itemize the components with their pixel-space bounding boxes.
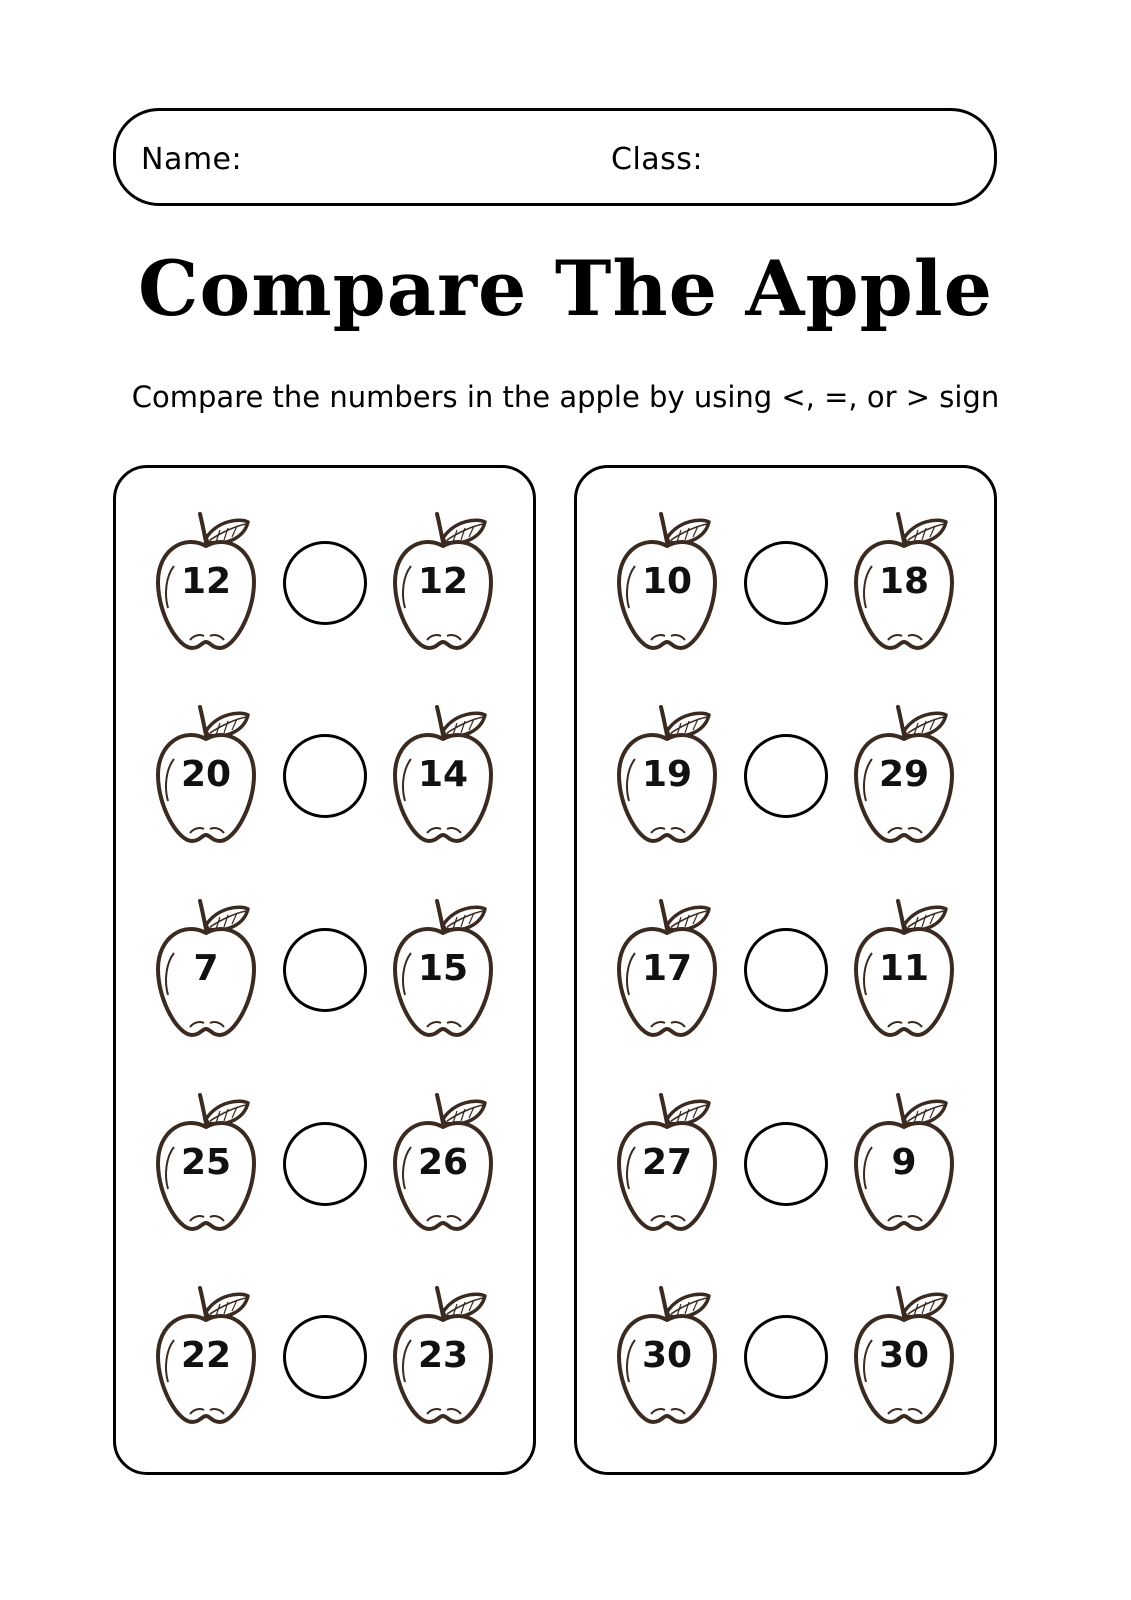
apple-number: 22 bbox=[180, 1335, 232, 1377]
apple-icon bbox=[842, 1282, 967, 1432]
apple-number: 12 bbox=[417, 560, 469, 602]
apple-icon bbox=[842, 895, 967, 1045]
apple-number: 14 bbox=[417, 754, 469, 796]
apple-number: 27 bbox=[641, 1141, 693, 1183]
answer-circle[interactable] bbox=[283, 1122, 367, 1206]
apple-number: 20 bbox=[180, 754, 232, 796]
apple-icon bbox=[605, 1282, 730, 1432]
apple-icon bbox=[605, 895, 730, 1045]
name-field-label: Name: bbox=[141, 142, 243, 177]
problem-row bbox=[577, 490, 994, 676]
apple-number: 26 bbox=[417, 1141, 469, 1183]
problem-row bbox=[116, 683, 533, 869]
problem-row bbox=[577, 1071, 994, 1257]
apple-number: 7 bbox=[193, 947, 219, 989]
apple-icon bbox=[605, 508, 730, 658]
answer-circle[interactable] bbox=[744, 734, 828, 818]
apple-icon bbox=[842, 1089, 967, 1239]
apple-number: 11 bbox=[878, 947, 930, 989]
apple-number: 30 bbox=[878, 1335, 930, 1377]
instructions-text: Compare the numbers in the apple by using <, =, or > sign bbox=[131, 380, 1000, 414]
apple-icon bbox=[605, 1089, 730, 1239]
class-field-label: Class: bbox=[611, 142, 704, 177]
problem-row bbox=[577, 877, 994, 1063]
apple-number: 12 bbox=[180, 560, 232, 602]
problem-panel-right bbox=[574, 465, 997, 1475]
apple-icon bbox=[381, 1282, 506, 1432]
apple-icon bbox=[144, 508, 269, 658]
problem-row bbox=[116, 490, 533, 676]
answer-circle[interactable] bbox=[744, 541, 828, 625]
problem-panel-left bbox=[113, 465, 536, 1475]
name-class-box bbox=[113, 108, 997, 206]
apple-icon bbox=[605, 701, 730, 851]
apple-icon bbox=[381, 1089, 506, 1239]
apple-number: 19 bbox=[641, 754, 693, 796]
apple-icon bbox=[842, 701, 967, 851]
apple-icon bbox=[381, 895, 506, 1045]
apple-icon bbox=[144, 1089, 269, 1239]
problem-row bbox=[577, 1264, 994, 1450]
answer-circle[interactable] bbox=[744, 928, 828, 1012]
apple-number: 9 bbox=[891, 1141, 917, 1183]
problem-row bbox=[116, 877, 533, 1063]
apple-number: 29 bbox=[878, 754, 930, 796]
answer-circle[interactable] bbox=[283, 541, 367, 625]
apple-icon bbox=[842, 508, 967, 658]
apple-number: 10 bbox=[641, 560, 693, 602]
apple-number: 18 bbox=[878, 560, 930, 602]
apple-icon bbox=[381, 508, 506, 658]
answer-circle[interactable] bbox=[283, 1315, 367, 1399]
answer-circle[interactable] bbox=[283, 928, 367, 1012]
answer-circle[interactable] bbox=[744, 1315, 828, 1399]
apple-icon bbox=[381, 701, 506, 851]
problem-columns bbox=[113, 465, 997, 1475]
answer-circle[interactable] bbox=[744, 1122, 828, 1206]
apple-number: 17 bbox=[641, 947, 693, 989]
apple-icon bbox=[144, 1282, 269, 1432]
apple-icon bbox=[144, 895, 269, 1045]
apple-number: 25 bbox=[180, 1141, 232, 1183]
problem-row bbox=[116, 1071, 533, 1257]
apple-number: 30 bbox=[641, 1335, 693, 1377]
problem-row bbox=[116, 1264, 533, 1450]
apple-number: 15 bbox=[417, 947, 469, 989]
problem-row bbox=[577, 683, 994, 869]
answer-circle[interactable] bbox=[283, 734, 367, 818]
apple-number: 23 bbox=[417, 1335, 469, 1377]
apple-icon bbox=[144, 701, 269, 851]
page-title: Compare The Apple bbox=[138, 244, 993, 333]
